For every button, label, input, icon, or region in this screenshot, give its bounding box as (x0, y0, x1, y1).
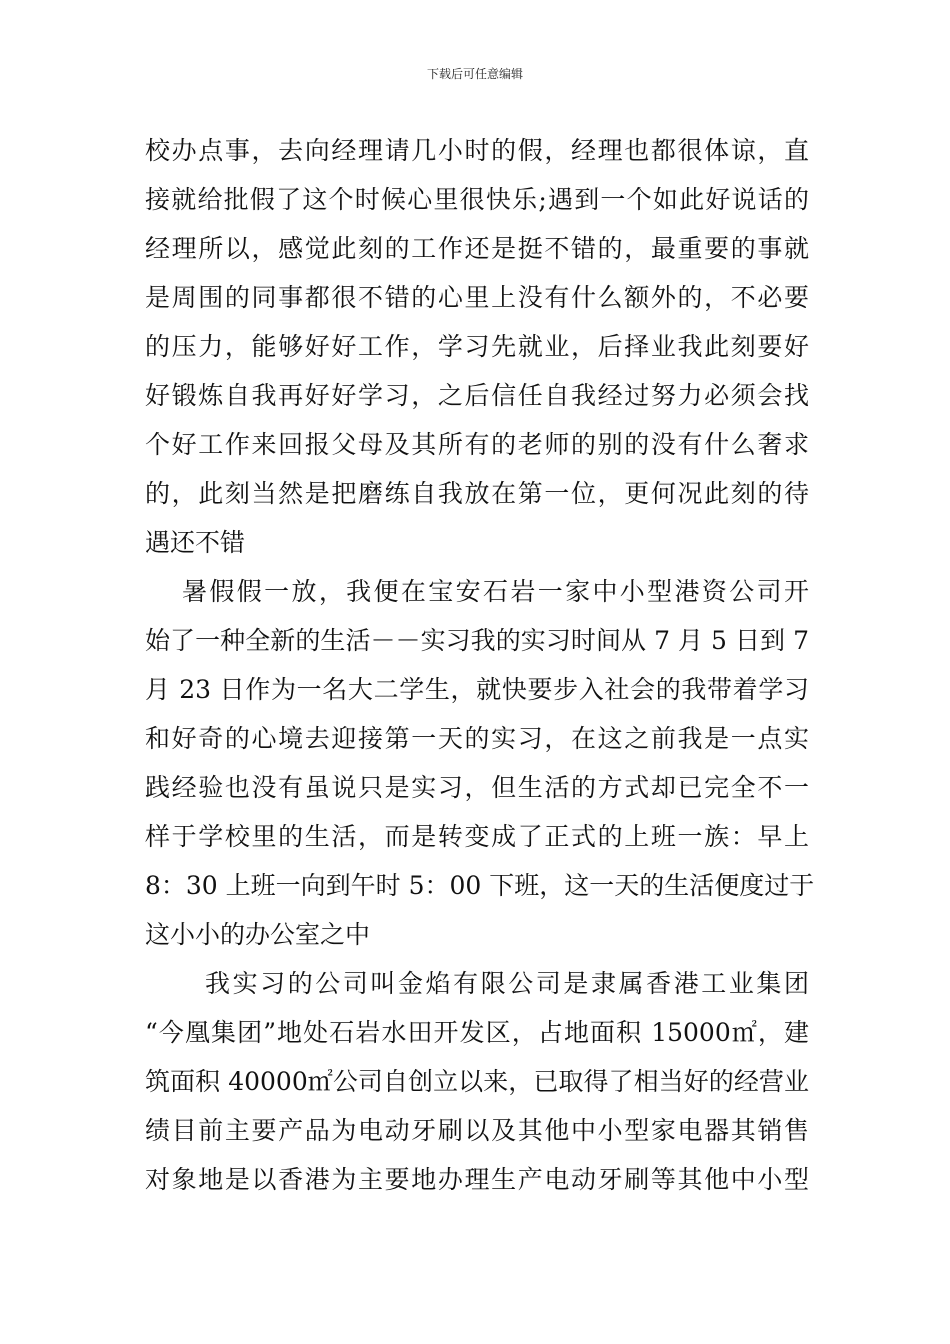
text-line: 个好工作来回报父母及其所有的老师的别的没有什么奢求 (145, 430, 809, 459)
text-line: 始了一种全新的生活－－实习我的实习时间从 7 月 5 日到 7 (145, 626, 809, 655)
text-line: 月 23 日作为一名大二学生，就快要步入社会的我带着学习 (145, 675, 809, 704)
text-line: 样于学校里的生活，而是转变成了正式的上班一族：早上 (145, 822, 809, 851)
paragraph-3 (145, 959, 809, 1204)
text-line: 践经验也没有虽说只是实习，但生活的方式却已完全不一 (145, 773, 809, 802)
text-line: 的压力，能够好好工作，学习先就业，后择业我此刻要好 (145, 332, 809, 361)
text-line: 是周围的同事都很不错的心里上没有什么额外的，不必要 (145, 283, 809, 312)
text-line: 对象地是以香港为主要地办理生产电动牙刷等其他中小型 (145, 1165, 809, 1194)
page-header: 下载后可任意编辑 (426, 67, 523, 81)
document-body (145, 126, 815, 1204)
text-line: “今凰集团”地处石岩水田开发区，占地面积 15000㎡，建 (145, 1018, 809, 1047)
text-line: 的，此刻当然是把磨练自我放在第一位，更何况此刻的待 (145, 479, 809, 508)
text-line: 8：30 上班一向到午时 5：00 下班，这一天的生活便度过于 (145, 871, 815, 900)
text-line: 遇还不错 (145, 528, 246, 557)
text-line: 这小小的办公室之中 (145, 920, 371, 949)
text-line: 我实习的公司叫金焰有限公司是隶属香港工业集团 (205, 969, 809, 998)
text-line: 经理所以，感觉此刻的工作还是挺不错的，最重要的事就 (145, 234, 809, 263)
text-line: 暑假假一放，我便在宝安石岩一家中小型港资公司开 (182, 577, 809, 606)
paragraph-1 (145, 126, 809, 567)
text-line: 好锻炼自我再好好学习，之后信任自我经过努力必须会找 (145, 381, 809, 410)
text-line: 和好奇的心境去迎接第一天的实习，在这之前我是一点实 (145, 724, 809, 753)
text-line: 绩目前主要产品为电动牙刷以及其他中小型家电器其销售 (145, 1116, 809, 1145)
text-line: 筑面积 40000㎡公司自创立以来，已取得了相当好的经营业 (145, 1067, 809, 1096)
text-line: 校办点事，去向经理请几小时的假，经理也都很体谅，直 (145, 136, 809, 165)
text-line: 接就给批假了这个时候心里很快乐;遇到一个如此好说话的 (145, 185, 809, 214)
paragraph-2 (145, 567, 815, 959)
